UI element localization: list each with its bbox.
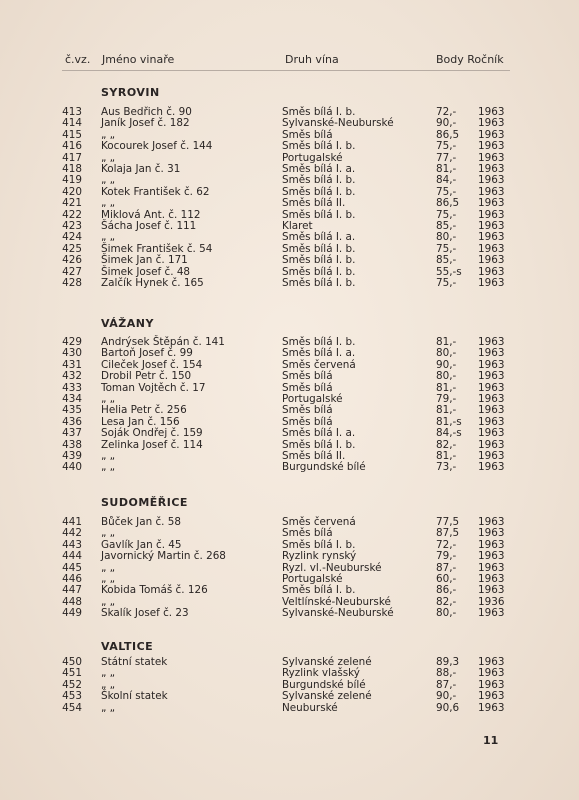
vintage-year: 1963 — [478, 527, 505, 540]
grower-name: „ „ — [101, 393, 116, 405]
table-row — [0, 667, 579, 679]
wine-kind: Směs bílá — [282, 381, 333, 394]
wine-kind: Burgundské bílé — [282, 461, 366, 474]
points: 55,-s — [436, 265, 462, 278]
vintage-year: 1963 — [478, 584, 505, 597]
vintage-year: 1963 — [478, 163, 505, 175]
table-row — [0, 607, 579, 619]
points: 75,- — [436, 185, 457, 198]
table-row — [0, 140, 579, 152]
grower-name: Bartoň Josef č. 99 — [101, 347, 193, 360]
table-row — [0, 550, 579, 562]
table-row — [0, 573, 579, 585]
vintage-year: 1963 — [478, 415, 505, 428]
vintage-year: 1963 — [478, 106, 505, 118]
grower-name: Šimek František č. 54 — [101, 242, 213, 255]
wine-kind: Směs bílá I. b. — [282, 174, 356, 187]
vintage-year: 1963 — [478, 461, 505, 474]
wine-kind: Ryzlink vlašský — [282, 667, 360, 680]
sample-number: 434 — [62, 393, 82, 405]
wine-kind: Ryzl. vl.-Neuburské — [282, 561, 382, 574]
grower-name: Státní statek — [101, 656, 168, 668]
wine-kind: Směs bílá I. b. — [282, 185, 356, 198]
points: 75,- — [436, 208, 457, 221]
vintage-year: 1936 — [478, 595, 505, 608]
vintage-year: 1963 — [478, 381, 505, 394]
wine-kind: Směs červená — [282, 358, 356, 371]
table-row — [0, 656, 579, 668]
sample-number: 447 — [62, 584, 82, 597]
wine-kind: Směs bílá I. b. — [282, 277, 356, 289]
table-row — [0, 539, 579, 551]
grower-name: Školní statek — [101, 690, 168, 703]
grower-name: Javornický Martin č. 268 — [101, 550, 226, 563]
table-row — [0, 370, 579, 382]
wine-kind: Sylvanské zelené — [282, 656, 372, 668]
wine-kind: Směs bílá I. a. — [282, 347, 356, 360]
table-row — [0, 439, 579, 451]
grower-name: Drobil Petr č. 150 — [101, 370, 192, 383]
points: 85,- — [436, 254, 457, 267]
vintage-year: 1963 — [478, 208, 505, 221]
sample-number: 451 — [62, 667, 82, 680]
section-title: SYROVIN — [101, 86, 160, 99]
points: 88,- — [436, 667, 457, 680]
points: 81,- — [436, 450, 457, 462]
points: 72,- — [436, 538, 457, 551]
grower-name: „ „ — [101, 678, 116, 691]
vintage-year: 1963 — [478, 450, 505, 462]
wine-kind: Portugalské — [282, 573, 343, 585]
table-row — [0, 596, 579, 608]
wine-kind: Směs bílá I. b. — [282, 438, 356, 451]
wine-kind: Směs bílá I. a. — [282, 163, 356, 175]
wine-kind: Směs bílá I. b. — [282, 242, 356, 255]
wine-kind: Směs bílá — [282, 527, 333, 540]
wine-kind: Směs bílá — [282, 415, 333, 428]
points: 73,- — [436, 461, 457, 474]
vintage-year: 1963 — [478, 242, 505, 255]
vintage-year: 1963 — [478, 561, 505, 574]
grower-name: Miklová Ant. č. 112 — [101, 208, 201, 221]
sample-number: 454 — [62, 701, 82, 714]
sample-number: 440 — [62, 461, 82, 474]
vintage-year: 1963 — [478, 427, 505, 440]
header-rule — [62, 70, 510, 71]
points: 86,5 — [436, 128, 460, 141]
grower-name: Skalík Josef č. 23 — [101, 607, 189, 620]
grower-name: Gavlík Jan č. 45 — [101, 538, 182, 551]
table-row — [0, 243, 579, 255]
grower-name: Šácha Josef č. 111 — [101, 220, 197, 232]
wine-kind: Burgundské bílé — [282, 678, 366, 691]
header-points-year: Body Ročník — [436, 53, 504, 66]
table-row — [0, 690, 579, 702]
points: 90,- — [436, 690, 457, 703]
points: 75,- — [436, 140, 457, 153]
grower-name: „ „ — [101, 231, 116, 244]
sample-number: 413 — [62, 106, 82, 118]
vintage-year: 1963 — [478, 690, 505, 703]
wine-kind: Sylvanské-Neuburské — [282, 607, 394, 620]
wine-kind: Směs bílá I. b. — [282, 538, 356, 551]
points: 86,5 — [436, 197, 460, 210]
wine-kind: Směs bílá I. a. — [282, 427, 356, 440]
sample-number: 428 — [62, 277, 82, 289]
vintage-year: 1963 — [478, 151, 505, 164]
points: 81,- — [436, 163, 457, 175]
vintage-year: 1963 — [478, 370, 505, 383]
wine-kind: Klaret — [282, 220, 313, 232]
vintage-year: 1963 — [478, 140, 505, 153]
grower-name: „ „ — [101, 151, 116, 164]
table-row — [0, 152, 579, 164]
points: 75,- — [436, 242, 457, 255]
table-row — [0, 197, 579, 209]
sample-number: 442 — [62, 527, 82, 540]
table-row — [0, 450, 579, 462]
points: 87,- — [436, 561, 457, 574]
wine-kind: Směs červená — [282, 516, 356, 528]
vintage-year: 1963 — [478, 393, 505, 405]
vintage-year: 1963 — [478, 656, 505, 668]
grower-name: Janík Josef č. 182 — [101, 117, 190, 130]
vintage-year: 1963 — [478, 701, 505, 714]
grower-name: Aus Bedřich č. 90 — [101, 106, 192, 118]
points: 77,- — [436, 151, 457, 164]
table-row — [0, 220, 579, 232]
sample-number: 416 — [62, 140, 82, 153]
sample-number: 419 — [62, 174, 82, 187]
sample-number: 425 — [62, 242, 82, 255]
grower-name: Šimek Josef č. 48 — [101, 265, 191, 278]
points: 77,5 — [436, 516, 460, 528]
header-sample-number: č.vz. — [65, 53, 91, 66]
table-row — [0, 266, 579, 278]
points: 84,- — [436, 174, 457, 187]
sample-number: 421 — [62, 197, 82, 210]
vintage-year: 1963 — [478, 438, 505, 451]
sample-number: 445 — [62, 561, 82, 574]
vintage-year: 1963 — [478, 678, 505, 691]
wine-kind: Směs bílá I. b. — [282, 336, 356, 348]
table-row — [0, 702, 579, 714]
table-row — [0, 209, 579, 221]
grower-name: „ „ — [101, 527, 116, 540]
table-row — [0, 347, 579, 359]
points: 81,- — [436, 381, 457, 394]
wine-kind: Směs bílá I. b. — [282, 254, 356, 267]
points: 81,- — [436, 336, 457, 348]
grower-name: Soják Ondřej č. 159 — [101, 427, 203, 440]
wine-kind: Ryzlink rynský — [282, 550, 357, 563]
points: 84,-s — [436, 427, 462, 440]
grower-name: Lesa Jan č. 156 — [101, 415, 180, 428]
grower-name: „ „ — [101, 197, 116, 210]
vintage-year: 1963 — [478, 358, 505, 371]
table-row — [0, 527, 579, 539]
table-row — [0, 277, 579, 289]
wine-kind: Směs bílá I. b. — [282, 265, 356, 278]
grower-name: Zelinka Josef č. 114 — [101, 438, 203, 451]
wine-kind: Směs bílá I. b. — [282, 140, 356, 153]
vintage-year: 1963 — [478, 404, 505, 417]
points: 90,- — [436, 358, 457, 371]
points: 81,- — [436, 404, 457, 417]
sample-number: 417 — [62, 151, 82, 164]
sample-number: 432 — [62, 370, 82, 383]
points: 82,- — [436, 595, 457, 608]
grower-name: „ „ — [101, 450, 116, 462]
table-row — [0, 163, 579, 175]
vintage-year: 1963 — [478, 174, 505, 187]
vintage-year: 1963 — [478, 197, 505, 210]
points: 79,- — [436, 393, 457, 405]
wine-kind: Směs bílá — [282, 404, 333, 417]
wine-kind: Portugalské — [282, 393, 343, 405]
sample-number: 426 — [62, 254, 82, 267]
wine-kind: Směs bílá — [282, 370, 333, 383]
sample-number: 433 — [62, 381, 82, 394]
grower-name: Kotek František č. 62 — [101, 185, 210, 198]
wine-kind: Směs bílá I. a. — [282, 231, 356, 244]
sample-number: 431 — [62, 358, 82, 371]
vintage-year: 1963 — [478, 538, 505, 551]
points: 80,- — [436, 607, 457, 620]
table-row — [0, 393, 579, 405]
grower-name: „ „ — [101, 667, 116, 680]
vintage-year: 1963 — [478, 347, 505, 360]
wine-kind: Směs bílá — [282, 128, 333, 141]
sample-number: 435 — [62, 404, 82, 417]
wine-kind: Směs bílá I. b. — [282, 584, 356, 597]
points: 80,- — [436, 347, 457, 360]
vintage-year: 1963 — [478, 277, 505, 289]
table-row — [0, 117, 579, 129]
vintage-year: 1963 — [478, 254, 505, 267]
table-row — [0, 359, 579, 371]
points: 80,- — [436, 231, 457, 244]
wine-kind: Neuburské — [282, 701, 338, 714]
grower-name: „ „ — [101, 561, 116, 574]
table-row — [0, 404, 579, 416]
vintage-year: 1963 — [478, 220, 505, 232]
table-row — [0, 129, 579, 141]
points: 81,-s — [436, 415, 462, 428]
sample-number: 452 — [62, 678, 82, 691]
sample-number: 439 — [62, 450, 82, 462]
wine-kind: Směs bílá II. — [282, 450, 346, 462]
wine-kind: Portugalské — [282, 151, 343, 164]
grower-name: Kolaja Jan č. 31 — [101, 163, 181, 175]
sample-number: 446 — [62, 573, 82, 585]
table-row — [0, 516, 579, 528]
points: 87,5 — [436, 527, 460, 540]
wine-kind: Sylvanské zelené — [282, 690, 372, 703]
sample-number: 429 — [62, 336, 82, 348]
grower-name: „ „ — [101, 595, 116, 608]
table-row — [0, 679, 579, 691]
vintage-year: 1963 — [478, 128, 505, 141]
table-row — [0, 416, 579, 428]
section-title: VÁŽANY — [101, 317, 154, 330]
table-row — [0, 186, 579, 198]
section-title: SUDOMĚŘICE — [101, 496, 188, 509]
grower-name: „ „ — [101, 128, 116, 141]
vintage-year: 1963 — [478, 667, 505, 680]
sample-number: 441 — [62, 516, 82, 528]
sample-number: 420 — [62, 185, 82, 198]
table-row — [0, 584, 579, 596]
sample-number: 450 — [62, 656, 82, 668]
table-row — [0, 427, 579, 439]
points: 79,- — [436, 550, 457, 563]
wine-kind: Sylvanské-Neuburské — [282, 117, 394, 130]
grower-name: Cileček Josef č. 154 — [101, 358, 203, 371]
sample-number: 422 — [62, 208, 82, 221]
points: 87,- — [436, 678, 457, 691]
points: 60,- — [436, 573, 457, 585]
sample-number: 453 — [62, 690, 82, 703]
sample-number: 449 — [62, 607, 82, 620]
header-grower-name: Jméno vinaře — [102, 53, 175, 66]
vintage-year: 1963 — [478, 550, 505, 563]
sample-number: 437 — [62, 427, 82, 440]
grower-name: „ „ — [101, 573, 116, 585]
vintage-year: 1963 — [478, 573, 505, 585]
section-title: VALTICE — [101, 640, 154, 653]
points: 86,- — [436, 584, 457, 597]
sample-number: 415 — [62, 128, 82, 141]
grower-name: Kobida Tomáš č. 126 — [101, 584, 208, 597]
sample-number: 423 — [62, 220, 82, 232]
table-row — [0, 461, 579, 473]
grower-name: Helia Petr č. 256 — [101, 404, 187, 417]
table-row — [0, 382, 579, 394]
wine-kind: Směs bílá I. b. — [282, 208, 356, 221]
grower-name: Šimek Jan č. 171 — [101, 254, 188, 267]
sample-number: 438 — [62, 438, 82, 451]
sample-number: 414 — [62, 117, 82, 130]
vintage-year: 1963 — [478, 231, 505, 244]
grower-name: Bůček Jan č. 58 — [101, 516, 181, 528]
points: 80,- — [436, 370, 457, 383]
vintage-year: 1963 — [478, 117, 505, 130]
page-number: 11 — [483, 734, 499, 747]
points: 85,- — [436, 220, 457, 232]
grower-name: „ „ — [101, 461, 116, 474]
table-row — [0, 562, 579, 574]
vintage-year: 1963 — [478, 265, 505, 278]
grower-name: „ „ — [101, 701, 116, 714]
points: 89,3 — [436, 656, 460, 668]
grower-name: Andrýsek Štěpán č. 141 — [101, 336, 225, 348]
table-row — [0, 106, 579, 118]
sample-number: 430 — [62, 347, 82, 360]
table-row — [0, 231, 579, 243]
sample-number: 418 — [62, 163, 82, 175]
wine-kind: Veltlínské-Neuburské — [282, 595, 391, 608]
points: 90,- — [436, 117, 457, 130]
sample-number: 427 — [62, 265, 82, 278]
points: 82,- — [436, 438, 457, 451]
grower-name: Toman Vojtěch č. 17 — [101, 381, 206, 394]
vintage-year: 1963 — [478, 607, 505, 620]
table-row — [0, 254, 579, 266]
table-row — [0, 336, 579, 348]
grower-name: „ „ — [101, 174, 116, 187]
vintage-year: 1963 — [478, 516, 505, 528]
wine-kind: Směs bílá I. b. — [282, 106, 356, 118]
sample-number: 444 — [62, 550, 82, 563]
sample-number: 448 — [62, 595, 82, 608]
points: 75,- — [436, 277, 457, 289]
grower-name: Kocourek Josef č. 144 — [101, 140, 213, 153]
points: 90,6 — [436, 701, 460, 714]
sample-number: 443 — [62, 538, 82, 551]
vintage-year: 1963 — [478, 336, 505, 348]
wine-kind: Směs bílá II. — [282, 197, 346, 210]
sample-number: 424 — [62, 231, 82, 244]
table-row — [0, 174, 579, 186]
grower-name: Zalčík Hynek č. 165 — [101, 277, 204, 289]
points: 72,- — [436, 106, 457, 118]
header-wine-kind: Druh vína — [285, 53, 339, 66]
vintage-year: 1963 — [478, 185, 505, 198]
sample-number: 436 — [62, 415, 82, 428]
